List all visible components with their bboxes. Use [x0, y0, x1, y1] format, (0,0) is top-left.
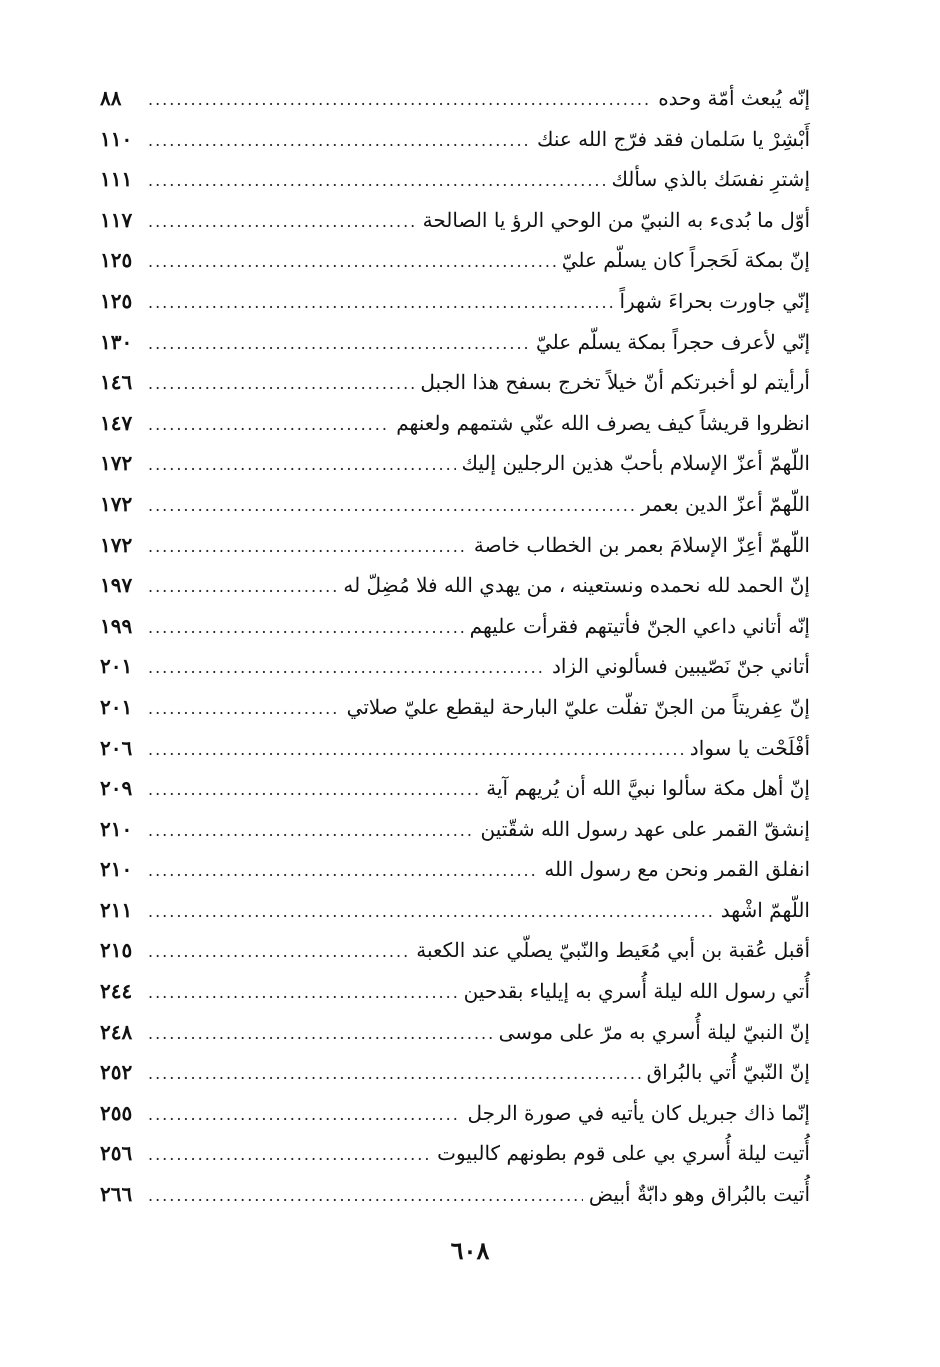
entry-page-number: ١١٠ [100, 126, 133, 151]
index-entry [100, 606, 810, 647]
entry-text: إنّه أتاني داعي الجنّ فأتيتهم فقرأت عليهم [469, 613, 810, 638]
index-entry [100, 768, 810, 809]
entry-page-number: ١٧٢ [100, 532, 133, 557]
index-entry [100, 849, 810, 890]
entry-text: أُتي رسول الله ليلة أُسري به إيلياء بقدحين [463, 979, 810, 1004]
index-entry [100, 78, 810, 119]
entry-page-number: ٢٥٢ [100, 1060, 133, 1085]
entry-text: إنّ النبيّ ليلة أُسري به مرّ على موسى [498, 1019, 810, 1044]
entry-text: إنشقّ القمر على عهد رسول الله شقّتين [480, 816, 810, 841]
entry-page-number: ١٧٢ [100, 451, 133, 476]
dot-leader [148, 608, 464, 649]
entry-text: إنّه يُبعث أمّة وحده [658, 86, 810, 110]
index-entry [100, 200, 810, 241]
index-entry [100, 1012, 810, 1053]
entry-page-number: ١٤٦ [100, 370, 133, 395]
dot-leader [148, 730, 684, 771]
dot-leader [148, 1054, 641, 1095]
entry-text: أتاني جنّ نَصّيبين فسألوني الزاد [551, 654, 810, 679]
dot-leader [148, 202, 417, 243]
entry-text: أُتيت ليلة أُسري بي على قوم بطونهم كالبيوت [437, 1141, 810, 1166]
index-entry [100, 484, 810, 525]
index-entry [100, 728, 810, 769]
index-entry [100, 1174, 810, 1215]
dot-leader [148, 892, 715, 933]
entry-page-number: ١٧٢ [100, 491, 133, 516]
entry-text: اللّهمّ أعزّ الدين بعمر [640, 491, 810, 516]
index-entry [100, 1133, 810, 1174]
dot-leader [148, 161, 605, 202]
index-entry [100, 890, 810, 931]
entry-page-number: ١٩٧ [100, 573, 133, 598]
entry-text: أرأيتم لو أخبرتكم أنّ خيلاً تخرج بسفح هذا الجبل [420, 370, 810, 395]
entry-text: أوّل ما بُدىء به النبيّ من الوحي الرؤ يا الصالحة [422, 207, 810, 232]
entry-text: إنّي جاورت بحراءَ شهراً [619, 288, 810, 313]
index-entry [100, 443, 810, 484]
index-entry [100, 565, 810, 606]
index-entry [100, 240, 810, 281]
dot-leader [148, 648, 546, 689]
entry-text: إنّ الحمد لله نحمده ونستعينه ، من يهدي الله فلا مُضِلّ له [343, 573, 810, 598]
dot-leader [148, 242, 556, 283]
entry-text: إنّي لأعرف حجراً بمكة يسلّم عليّ [535, 329, 810, 354]
index-entry [100, 322, 810, 363]
dot-leader [148, 324, 530, 365]
entry-page-number: ٢٥٥ [100, 1100, 133, 1125]
entry-text: انظروا قريشاً كيف يصرف الله عنّي شتمهم ولعنهم [396, 410, 810, 435]
dot-leader [148, 973, 458, 1014]
entry-page-number: ٢١٥ [100, 938, 133, 963]
dot-leader [148, 1176, 583, 1217]
entry-page-number: ٢٠١ [100, 694, 133, 719]
entry-text: اللّهمّ أعِزّ الإسلامَ بعمر بن الخطاب خاصة [473, 532, 810, 557]
entry-text: أقبل عُقبة بن أبي مُعَيط والنّبيّ يصلّي عند الكعبة [416, 938, 810, 963]
dot-leader [148, 1135, 431, 1176]
entry-page-number: ٢١١ [100, 897, 133, 922]
index-entry [100, 119, 810, 160]
dot-leader [148, 1014, 493, 1055]
dot-leader [148, 527, 468, 568]
entry-text: إنّما ذاك جبريل كان يأتيه في صورة الرجل [467, 1100, 810, 1125]
entry-text: اللّهمّ اشْهد [720, 897, 810, 922]
hadith-index-list [100, 78, 810, 1215]
entry-page-number: ٨٨ [100, 86, 122, 110]
entry-page-number: ٢٠١ [100, 654, 133, 679]
index-entry [100, 930, 810, 971]
index-entry [100, 646, 810, 687]
index-entry [100, 1052, 810, 1093]
dot-leader [148, 486, 635, 527]
entry-page-number: ٢٠٩ [100, 776, 133, 801]
entry-page-number: ٢٤٨ [100, 1019, 133, 1044]
dot-leader [148, 811, 475, 852]
entry-page-number: ١٣٠ [100, 329, 133, 354]
index-entry [100, 971, 810, 1012]
entry-page-number: ٢١٠ [100, 857, 133, 882]
entry-page-number: ١٩٩ [100, 613, 133, 638]
entry-text: إشترِ نفسَك بالذي سألك [611, 167, 810, 192]
dot-leader [148, 121, 531, 162]
entry-text: انفلق القمر ونحن مع رسول الله [544, 857, 810, 882]
entry-text: إنّ النّبيّ أُتي بالبُراق [646, 1060, 810, 1085]
index-entry [100, 403, 810, 444]
dot-leader [148, 567, 337, 608]
page-number: ٦٠٨ [450, 1236, 490, 1265]
entry-page-number: ٢٥٦ [100, 1141, 133, 1166]
index-entry [100, 1093, 810, 1134]
entry-page-number: ١٢٥ [100, 248, 133, 273]
entry-page-number: ١٢٥ [100, 288, 133, 313]
entry-text: أَبْشِرْ يا سَلمان فقد فرّج الله عنك [536, 126, 810, 151]
index-entry [100, 525, 810, 566]
dot-leader [148, 80, 652, 121]
index-entry [100, 281, 810, 322]
entry-text: إنّ أهل مكة سألوا نبيَّ الله أن يُريهم آية [486, 776, 810, 801]
dot-leader [148, 932, 410, 973]
entry-text: أُتيت بالبُراق وهو دابّةٌ أبيض [588, 1182, 810, 1207]
entry-text: إنّ عِفريتاً من الجنّ تفلّت عليّ البارحة ليقطع عليّ صلاتي [346, 694, 810, 719]
dot-leader [148, 770, 480, 811]
entry-page-number: ٢١٠ [100, 816, 133, 841]
index-entry [100, 159, 810, 200]
dot-leader [148, 851, 538, 892]
entry-text: إنّ بمكة لَحَجراً كان يسلّم عليّ [561, 248, 810, 273]
entry-page-number: ١١١ [100, 167, 133, 192]
index-entry [100, 687, 810, 728]
dot-leader [148, 1095, 461, 1136]
index-entry [100, 809, 810, 850]
entry-text: أفْلَحْت يا سواد [689, 735, 810, 760]
dot-leader [148, 283, 613, 324]
entry-page-number: ٢٠٦ [100, 735, 133, 760]
entry-text: اللّهمّ أعزّ الإسلام بأحبّ هذين الرجلين إليك [461, 451, 810, 476]
dot-leader [148, 364, 414, 405]
entry-page-number: ٢٤٤ [100, 979, 133, 1004]
entry-page-number: ١١٧ [100, 207, 133, 232]
entry-page-number: ١٤٧ [100, 410, 133, 435]
entry-page-number: ٢٦٦ [100, 1182, 133, 1207]
index-entry [100, 362, 810, 403]
dot-leader [148, 689, 341, 730]
dot-leader [148, 405, 390, 446]
dot-leader [148, 445, 456, 486]
